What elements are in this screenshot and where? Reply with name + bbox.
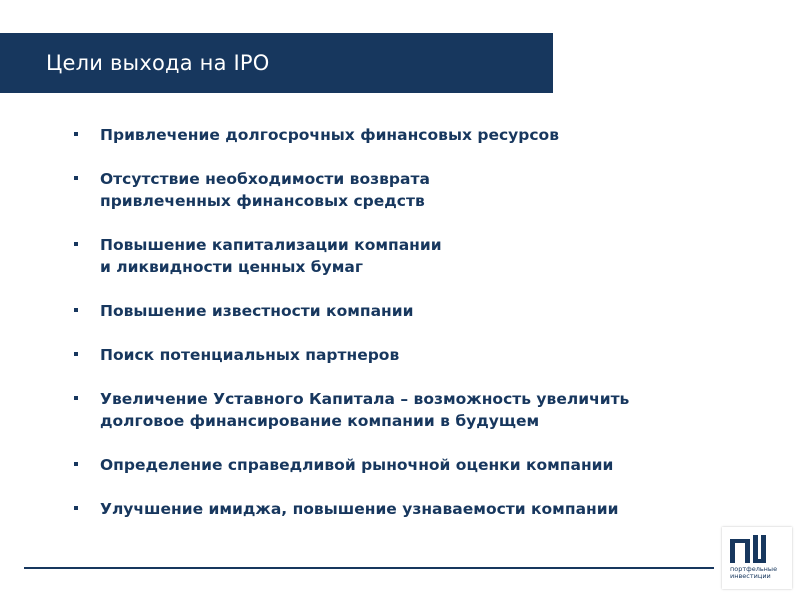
- bullet-text: Улучшение имиджа, повышение узнаваемости компании: [100, 500, 619, 518]
- slide-title: Цели выхода на IPO: [46, 51, 270, 75]
- bullet-text: Поиск потенциальных партнеров: [100, 346, 400, 364]
- bullet-item: [72, 124, 772, 146]
- bullet-icon: [74, 506, 78, 510]
- bullet-list: [72, 124, 772, 542]
- footer-divider: [24, 567, 714, 569]
- bullet-text: Отсутствие необходимости возврата привлеченных финансовых средств: [100, 170, 430, 210]
- bullet-icon: [74, 352, 78, 356]
- bullet-icon: [74, 396, 78, 400]
- bullet-item: [72, 300, 772, 322]
- bullet-item: [72, 388, 772, 432]
- bullet-text: Повышение известности компании: [100, 302, 414, 320]
- company-logo: [722, 527, 792, 589]
- bullet-icon: [74, 132, 78, 136]
- bullet-item: [72, 234, 772, 278]
- bullet-text: Привлечение долгосрочных финансовых ресурсов: [100, 126, 560, 144]
- pi-logo-icon: [730, 535, 772, 565]
- bullet-text: Определение справедливой рыночной оценки компании: [100, 456, 614, 474]
- bullet-icon: [74, 462, 78, 466]
- bullet-item: [72, 168, 772, 212]
- bullet-text: Повышение капитализации компании и ликвидности ценных бумаг: [100, 236, 442, 276]
- bullet-item: [72, 454, 772, 476]
- bullet-icon: [74, 308, 78, 312]
- bullet-text: Увеличение Уставного Капитала – возможность увеличить долговое финансирование компании в будущем: [100, 390, 630, 430]
- bullet-item: [72, 344, 772, 366]
- bullet-item: [72, 498, 772, 520]
- bullet-icon: [74, 176, 78, 180]
- title-bar: [0, 33, 553, 93]
- logo-caption: портфельные инвестиции: [730, 565, 778, 580]
- bullet-icon: [74, 242, 78, 246]
